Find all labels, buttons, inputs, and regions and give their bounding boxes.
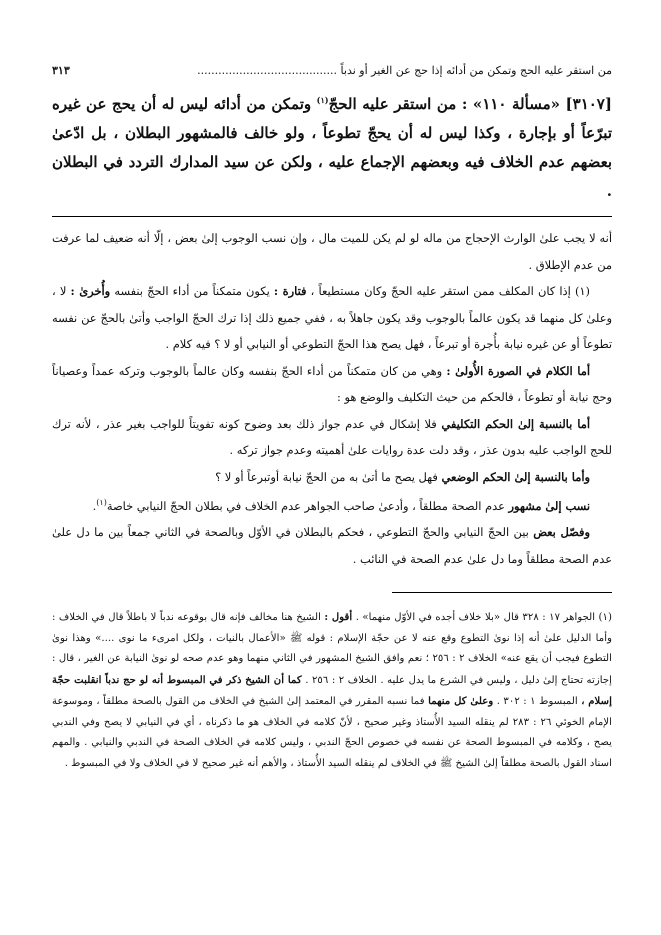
page-number: ٣١٣ <box>52 64 70 77</box>
masala-text: وتمكن من أدائه ليس له أن يحج عن غيره تبرّعاً أو بإجارة ، وكذا ليس له أن يحجّ تطوعاً ، ولو خالف فالمشهور البطلان ، بل ادّعىٰ بعضهم عدم الخلاف فيه وبعضهم الإجماع عليه ، ولكن عن سيد المدارك التردد في البطلان . <box>52 95 612 200</box>
page <box>52 62 612 774</box>
footnote-ref: (١) <box>96 498 107 507</box>
paragraph: (١) إذا كان المكلف ممن استقر عليه الحجّ وكان مستطيعاً ، فتارة : يكون متمكناً من أداء الحجّ بنفسه وأُخرىٰ : لا ، وعلىٰ كل منهما قد يكون عالماً بالوجوب وقد يكون جاهلاً به ، ففي جميع ذلك إذا ترك الحجّ الواجب وأتىٰ بالحجّ عن نفسه تطوعاً أو عن غيره نيابة بأُجرة أو تبرعاً ، فهل يصح هذا الحجّ التطوعي أو النيابي أو لا ؟ فيه كلام . <box>52 284 612 351</box>
masala-number: [٣١٠٧] <box>565 95 612 113</box>
paragraph: نسب إلىٰ مشهور عدم الصحة مطلقاً ، وأدعىٰ صاحب الجواهر عدم الخلاف في بطلان الحجّ النيابي خاصة$^{(١)}$. <box>92 498 590 513</box>
masala-heading <box>52 86 612 206</box>
paragraph: وأما بالنسبة إلىٰ الحكم الوضعي فهل يصح ما أتىٰ به من الحجّ نيابة أوتبرعاً أو لا ؟ <box>215 469 590 484</box>
paragraph: أنه لا يجب علىٰ الوارث الإحجاج من ماله لو لم يكن للميت مال ، وإن نسب الوجوب إلىٰ بعض ، إلّا أنه ضعيف لما عرفت من عدم الإطلاق . <box>52 231 612 272</box>
masala-lead: من استقر عليه الحجّ <box>328 95 457 113</box>
commentary-body <box>52 225 612 572</box>
masala-label: «مسألة ١١٠» : <box>461 95 560 113</box>
running-header <box>52 62 612 80</box>
footnote-text: (١) الجواهر ١٧ : ٣٢٨ قال «بلا خلاف أجده في الأوّل منهما» . أقول : الشيخ هنا مخالف فإنه قال بوقوعه ندباً لا باطلاً قال في الخلاف : وأما الدليل علىٰ أنه إذا نوىٰ التطوع وقع عنه لا عن حجّة الإسلام : قوله ﷺ «الأعمال بالنيات ، ولكل امرىء ما نوى ....» وهذا نوىٰ التطوع فيجب أن يقع عنه» الخلاف ٢ : ٢٥٦ ؛ نعم وافق الشيخ المشهور في الثاني منهما وهو عدم صحه لو نوىٰ النيابة عن الغير ، قال : إجازته تحتاج إلىٰ دليل ، وليس في الشرع ما يدل عليه . الخلاف ٢ : ٢٥٦ . كما أن الشيخ ذكر في المبسوط أنه لو حج ندباً انقلبت حجّة إسلام ، المبسوط ١ : ٣٠٢ . وعلىٰ كل منهما فما نسبه المقرر في المعتمد إلىٰ الشيخ في الخلاف من القول بالصحة مطلقاً ، وموسوعة الإمام الخوئي ٢٦ : ٢٨٣ لم ينقله السيد الأُستاذ وغير صحيح ، لأنّ كلامه في الخلاف هو ما ذكرناه ، أي في النيابي لا يصح وفي الندبي يصح ، وكلامه في المبسوط الصحة عن نفسه في خصوص الحجّ الندبي ، وليس كلامه في الخلاف الصحة في الندبي والنيابي . والمهم اسناد القول بالصحة مطلقاً إلىٰ الشيخ ﷺ في الخلاف لم ينقله السيد الأُستاذ ، والأهم أنه غير صحيح لا في الخلاف ولا في المبسوط . <box>52 611 613 769</box>
footnote-ref: (١) <box>316 95 329 105</box>
paragraph: أما بالنسبة إلىٰ الحكم التكليفي فلا إشكال في عدم جواز ذلك بعد وضوح كونه تفويتاً للواجب بغير عذر ، لأنه ترك للحج الواجب عليه بدون عذر ، وقد دلت عدة روايات علىٰ أهميته وعدم جواز تركه . <box>52 416 612 457</box>
paragraph: أما الكلام في الصورة الأُولىٰ : وهي من كان متمكناً من أداء الحجّ بنفسه وكان عالماً بالوجوب وتركه عمداً وعصياناً وحج نيابة أو تطوعاً ، فالحكم من حيث التكليف والوضع هو : <box>52 363 612 404</box>
footnote-rule <box>392 592 612 593</box>
paragraph: وفصّل بعض بين الحجّ النيابي والحجّ التطوعي ، فحكم بالبطلان في الأوّل وبالصحة في الثاني جمعاً بين ما دل علىٰ عدم الصحة مطلقاً وما دل علىٰ عدم الصحة في النائب . <box>52 525 612 566</box>
running-title: من استقر عليه الحج وتمكن من أدائه إذا حج عن الغير أو ندباً ........................................ <box>197 64 612 77</box>
footnote <box>52 607 612 774</box>
heading-rule <box>52 216 612 217</box>
